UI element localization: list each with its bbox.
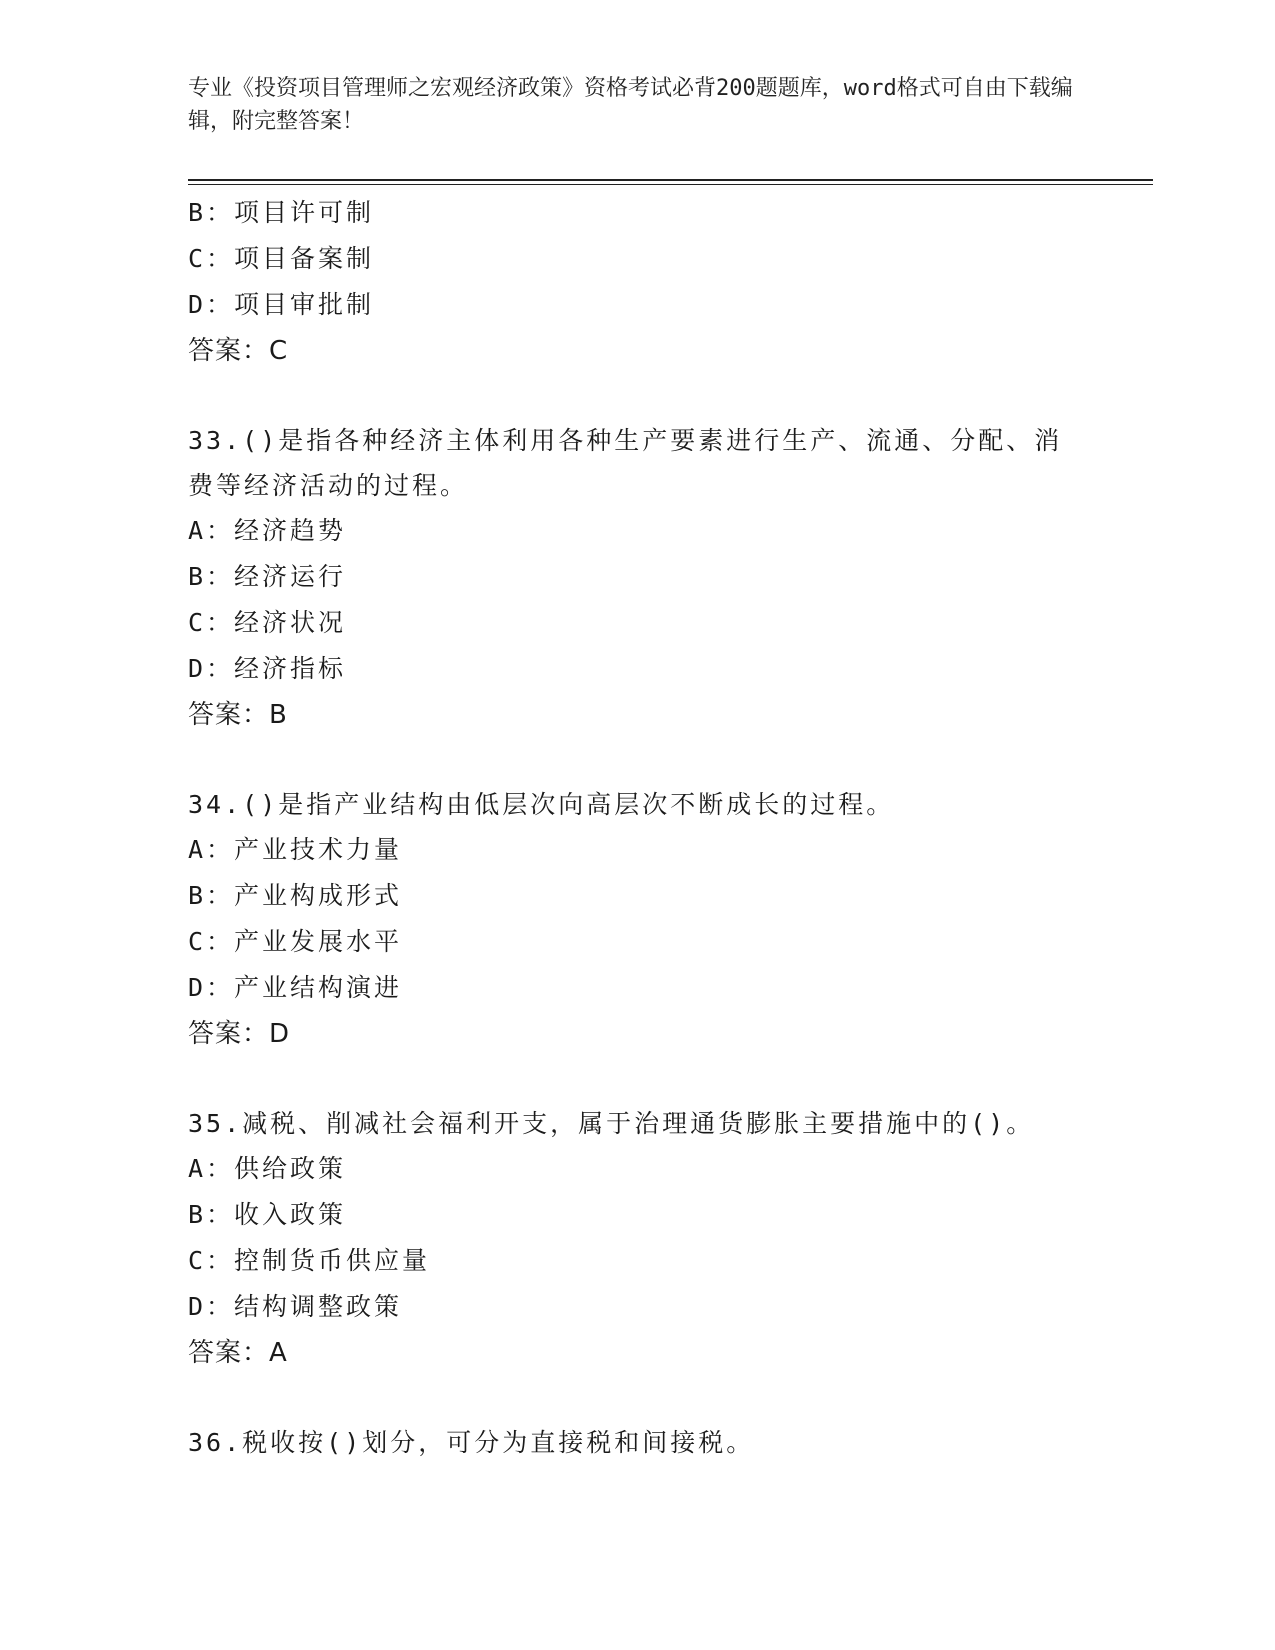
option-d: D：经济指标	[188, 654, 347, 683]
question-block-32	[188, 190, 1118, 374]
option-c: C：产业发展水平	[188, 927, 403, 956]
option-a: A：经济趋势	[188, 516, 347, 545]
question-block-36	[188, 1420, 1118, 1465]
header-divider	[188, 179, 1153, 185]
option-b: B：经济运行	[188, 562, 347, 591]
answer-line: 答案：D	[188, 1019, 291, 1049]
option-b: B：收入政策	[188, 1200, 347, 1229]
option-c: C：项目备案制	[188, 244, 375, 273]
option-d: D：结构调整政策	[188, 1292, 403, 1321]
option-d: D：产业结构演进	[188, 973, 403, 1002]
option-c: C：经济状况	[188, 608, 347, 637]
option-c: C：控制货币供应量	[188, 1246, 431, 1275]
question-stem: 33.()是指各种经济主体利用各种生产要素进行生产、流通、分配、消费等经济活动的过程。	[188, 426, 1063, 500]
option-d: D：项目审批制	[188, 290, 375, 319]
question-stem: 35.减税、削减社会福利开支，属于治理通货膨胀主要措施中的()。	[188, 1109, 1035, 1138]
question-block-33	[188, 418, 1118, 738]
option-b: B：产业构成形式	[188, 881, 403, 910]
question-list	[188, 190, 1118, 1465]
option-a: A：供给政策	[188, 1154, 347, 1183]
question-stem: 36.税收按()划分，可分为直接税和间接税。	[188, 1428, 755, 1457]
option-a: A：产业技术力量	[188, 835, 403, 864]
answer-line: 答案：A	[188, 1338, 288, 1368]
question-stem: 34.()是指产业结构由低层次向高层次不断成长的过程。	[188, 790, 895, 819]
header-title: 专业《投资项目管理师之宏观经济政策》资格考试必背200题题库，word格式可自由下载编辑，附完整答案！	[188, 76, 1073, 134]
document-header	[188, 72, 1088, 138]
answer-line: 答案：B	[188, 700, 288, 730]
option-b: B：项目许可制	[188, 198, 375, 227]
question-block-34	[188, 782, 1118, 1057]
answer-line: 答案：C	[188, 336, 289, 366]
question-block-35	[188, 1101, 1118, 1376]
